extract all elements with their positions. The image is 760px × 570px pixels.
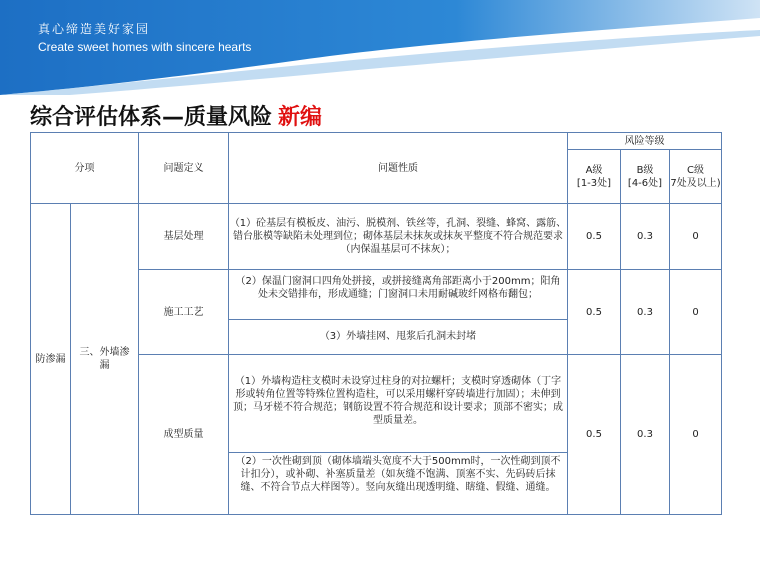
category-cell: 防渗漏 — [31, 204, 71, 515]
row-grade-b: 0.3 — [621, 270, 670, 355]
header-nature: 问题性质 — [229, 133, 568, 204]
row-grade-a: 0.5 — [568, 270, 621, 355]
tagline-chinese: 真心缔造美好家园 — [38, 22, 151, 36]
row-nature: （2）一次性砌到顶（砌体墙端头宽度不大于500mm时，一次性砌到顶不计扣分），或补砌、补塞质量差（如灰缝不饱满、顶塞不实、先码砖后抹缝、不符合节点大样图等）。竖向灰缝出现透明缝、瞎缝、假缝、通缝。 — [235, 456, 561, 493]
row-grade-c: 0 — [670, 204, 722, 270]
risk-assessment-table — [30, 132, 722, 515]
row-definition: 施工工艺 — [139, 270, 229, 355]
row-grade-c: 0 — [670, 355, 722, 515]
row-nature-group — [229, 270, 568, 355]
row-nature-group — [229, 355, 568, 515]
row-definition: 基层处理 — [139, 204, 229, 270]
header-grade-c: C级 7处及以上) — [670, 150, 722, 204]
page-title-main: 综合评估体系—质量风险 — [30, 105, 273, 130]
row-definition: 成型质量 — [139, 355, 229, 515]
row-nature: （2）保温门窗洞口四角处拼接，或拼接缝离角部距离小于200mm；阳角处未交错排布，形成通缝；门窗洞口未用耐碱玻纤网格布翻包； — [229, 272, 567, 320]
tagline-english: Create sweet homes with sincere hearts — [38, 40, 252, 54]
row-grade-c: 0 — [670, 270, 722, 355]
header-grade-a: A级 [1-3处] — [568, 150, 621, 204]
header-definition: 问题定义 — [139, 133, 229, 204]
row-grade-a: 0.5 — [568, 204, 621, 270]
new-badge: 新编 — [278, 105, 323, 130]
row-grade-a: 0.5 — [568, 355, 621, 515]
header-risk-level: 风险等级 — [568, 133, 722, 150]
row-nature: （1）外墙构造柱支模时未设穿过柱身的对拉螺杆；支模时穿透砌体（丁字形或转角位置等特殊位置构造柱，可以采用螺杆穿砖墙进行加固）；未伸到顶；马牙槎不符合规范；钢筋设置不符合规范和设计要求；顶部不密实；成型质量差。 — [229, 373, 567, 453]
row-grade-b: 0.3 — [621, 204, 670, 270]
page-title — [30, 100, 322, 131]
row-nature: （1）砼基层有模板皮、油污、脱模剂、铁丝等，孔洞、裂缝、蜂窝、露筋、错台胀模等缺陷未处理到位；砌体基层未抹灰或抹灰平整度不符合规范要求（内保温基层可不抹灰）； — [229, 204, 568, 270]
row-grade-b: 0.3 — [621, 355, 670, 515]
row-nature: （3）外墙挂网、甩浆后孔洞未封堵 — [319, 330, 477, 342]
subcategory-cell: 三、外墙渗漏 — [71, 204, 139, 515]
header-item: 分项 — [31, 133, 139, 204]
header-banner — [0, 0, 760, 95]
header-grade-b: B级 [4-6处] — [621, 150, 670, 204]
